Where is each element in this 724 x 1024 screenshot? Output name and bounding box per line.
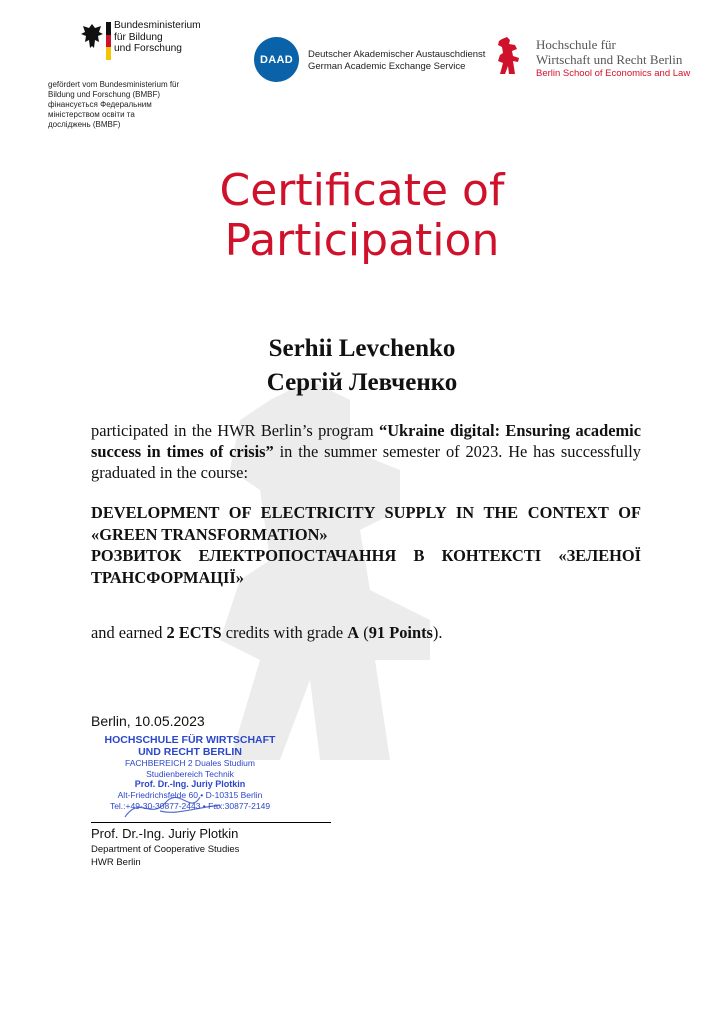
hwr-logo-text bbox=[536, 37, 682, 67]
daad-line: German Academic Exchange Service bbox=[308, 61, 466, 72]
daad-line: Deutscher Akademischer Austauschdienst bbox=[308, 49, 486, 60]
bmbf-line: Bundesministerium bbox=[114, 20, 201, 31]
participation-statement bbox=[91, 420, 641, 483]
title-line: Certificate of bbox=[219, 165, 505, 216]
bmbf-logo-text bbox=[114, 20, 201, 55]
ects-value: 2 ECTS bbox=[166, 623, 222, 642]
signer-department: Department of Cooperative Studies bbox=[91, 844, 240, 855]
course-title-uk: РОЗВИТОК ЕЛЕКТРОПОСТАЧАННЯ В КОНТЕКСТІ «ЗЕЛЕНОЇ ТРАНСФОРМАЦІЇ» bbox=[91, 546, 641, 587]
bmbf-line: und Forschung bbox=[114, 43, 182, 54]
stamp-line: FACHBEREICH 2 Duales Studium bbox=[125, 758, 255, 768]
stamp-line: Prof. Dr.-Ing. Juriy Plotkin bbox=[134, 779, 246, 789]
grade-value: A bbox=[347, 623, 360, 642]
funding-note-line: gefördert vom Bundesministerium für bbox=[48, 80, 180, 89]
credits-statement bbox=[91, 622, 641, 643]
points-value: 91 Points bbox=[368, 623, 433, 642]
funding-note-line: міністерством освіти та bbox=[48, 110, 135, 119]
certificate-title bbox=[0, 166, 724, 266]
daad-logo-text bbox=[308, 49, 485, 73]
german-flag-stripe bbox=[106, 22, 111, 60]
credits-text: and earned bbox=[91, 623, 167, 642]
funding-note-line: Bildung und Forschung (BMBF) bbox=[48, 90, 161, 99]
stamp-line: Tel.:+49-30-30877-2443 • Fax:30877-2149 bbox=[109, 800, 271, 811]
statement-text: participated in the HWR Berlin’s program bbox=[91, 421, 380, 440]
funding-note bbox=[48, 80, 208, 130]
signer-name: Prof. Dr.-Ing. Juriy Plotkin bbox=[91, 826, 239, 841]
berlin-bear-icon bbox=[494, 36, 524, 76]
credits-text: ). bbox=[432, 623, 443, 642]
credits-text: credits with grade bbox=[221, 623, 348, 642]
program-name: “Ukraine digital: Ensuring academic success in times of crisis” bbox=[91, 421, 641, 461]
course-title-en: DEVELOPMENT OF ELECTRICITY SUPPLY IN THE CONTEXT OF «GREEN TRANSFORMATION» bbox=[91, 503, 641, 544]
recipient-name-latin: Serhii Levchenko bbox=[268, 335, 456, 362]
bmbf-line: für Bildung bbox=[114, 31, 163, 43]
credits-text: ( bbox=[359, 623, 369, 642]
signer-institution: HWR Berlin bbox=[91, 857, 141, 868]
recipient-name bbox=[0, 332, 724, 400]
title-line: Participation bbox=[224, 215, 500, 266]
signer-affiliation bbox=[91, 843, 239, 869]
funding-note-line: досліджень (BMBF) bbox=[48, 120, 121, 129]
signature-line bbox=[91, 822, 331, 823]
recipient-name-cyrillic: Сергій Левченко bbox=[266, 369, 458, 396]
daad-logo-badge: DAAD bbox=[254, 37, 299, 82]
course-title bbox=[91, 502, 641, 588]
stamp-line: Alt-Friedrichsfelde 60 • D-10315 Berlin bbox=[117, 790, 263, 800]
funding-note-line: фінансується Федеральним bbox=[48, 100, 152, 109]
signature-icon bbox=[120, 785, 230, 825]
place-date: Berlin, 10.05.2023 bbox=[91, 713, 205, 729]
stamp-line: Studienbereich Technik bbox=[146, 768, 234, 779]
hwr-line: Wirtschaft und Recht Berlin bbox=[536, 52, 683, 67]
hwr-subtitle: Berlin School of Economics and Law bbox=[536, 68, 691, 79]
statement-text: in the summer semester of 2023. He has successfully graduated in the course: bbox=[91, 442, 641, 482]
stamp-line: UND RECHT BERLIN bbox=[138, 746, 242, 758]
eagle-icon bbox=[80, 22, 104, 52]
hwr-line: Hochschule für bbox=[536, 37, 616, 52]
stamp-line: HOCHSCHULE FÜR WIRTSCHAFT bbox=[104, 734, 276, 746]
